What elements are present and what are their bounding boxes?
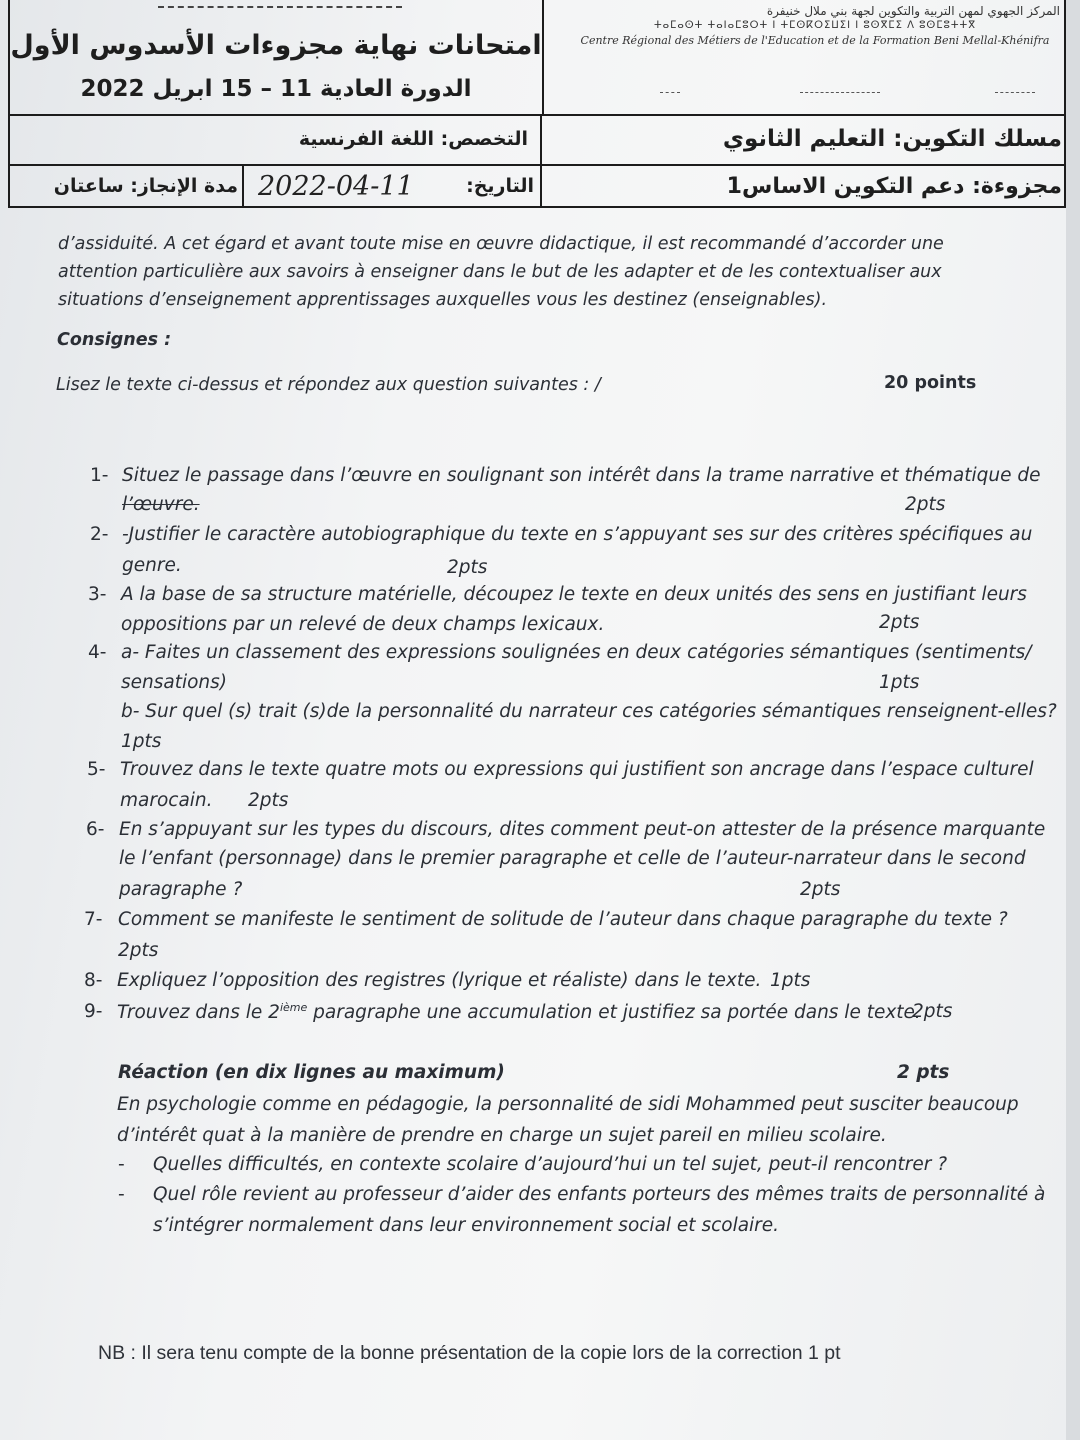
question-number: 8- bbox=[84, 970, 103, 991]
intro-line: d’assiduité. A cet égard et avant toute mise en œuvre didactique, il est recommandé d’accorder une bbox=[58, 234, 944, 254]
question-text: le l’enfant (personnage) dans le premier paragraphe et celle de l’auteur-narrateur dans le second bbox=[119, 848, 1026, 869]
nb-note: NB : Il sera tenu compte de la bonne présentation de la copie lors de la correction 1 pt bbox=[98, 1342, 841, 1364]
reaction-text: En psychologie comme en pédagogie, la personnalité de sidi Mohammed peut susciter beaucoup bbox=[117, 1094, 1019, 1115]
question-number: 9- bbox=[84, 1001, 103, 1022]
question-points: 1pts bbox=[879, 672, 920, 693]
question-text: Comment se manifeste le sentiment de solitude de l’auteur dans chaque paragraphe du texte ? bbox=[118, 909, 1008, 930]
question-text bbox=[117, 1001, 921, 1023]
question-points: 2pts bbox=[447, 557, 488, 578]
page-edge bbox=[1066, 0, 1080, 1440]
institution-name-arabic: المركز الجهوي لمهن التربية والتكوين لجهة بني ملال خنيفرة bbox=[766, 4, 1060, 18]
consignes-instruction: Lisez le texte ci-dessus et répondez aux question suivantes : / bbox=[56, 375, 601, 395]
exam-duration: مدة الإنجاز: ساعتان bbox=[10, 164, 244, 208]
reaction-title: Réaction (en dix lignes au maximum) bbox=[118, 1062, 505, 1083]
reaction-bullet: Quel rôle revient au professeur d’aider des enfants porteurs des mêmes traits de personnalité à bbox=[153, 1184, 1046, 1205]
reaction-bullet: s’intégrer normalement dans leur environnement social et scolaire. bbox=[153, 1215, 780, 1236]
question-points: 2pts bbox=[879, 612, 920, 633]
question-points: 2pts bbox=[800, 879, 841, 900]
bullet-dash: - bbox=[118, 1154, 125, 1175]
question-text: l’œuvre. bbox=[122, 494, 200, 515]
question-number: 1- bbox=[90, 465, 109, 486]
intro-paragraph bbox=[58, 230, 944, 314]
question-points: 2pts bbox=[912, 1001, 953, 1022]
header-top-row bbox=[10, 0, 1064, 116]
question-number: 4- bbox=[88, 642, 107, 663]
question-text: sensations) bbox=[121, 672, 228, 693]
reaction-text: d’intérêt quat à la manière de prendre en charge un sujet pareil en milieu scolaire. bbox=[117, 1125, 887, 1146]
question-text-post: paragraphe une accumulation et justifiez sa portée dans le texte. bbox=[307, 1002, 921, 1024]
exam-session: الدورة العادية 11 – 15 ابريل 2022 bbox=[80, 76, 472, 102]
total-points: 20 points bbox=[884, 373, 977, 393]
name-dashed-line bbox=[158, 6, 402, 8]
question-text: paragraphe ? bbox=[119, 879, 243, 900]
header-row-module bbox=[10, 164, 1064, 208]
question-text: Trouvez dans le texte quatre mots ou expressions qui justifient son ancrage dans l’espace culturel bbox=[120, 759, 1034, 780]
dashed-line bbox=[995, 92, 1035, 93]
question-points: 1pts bbox=[121, 731, 162, 752]
header-title-cell bbox=[10, 0, 544, 114]
question-points: 2pts bbox=[905, 494, 946, 515]
consignes-label: Consignes : bbox=[57, 330, 172, 350]
question-number: 2- bbox=[90, 524, 109, 545]
question-points: 2pts bbox=[118, 940, 159, 961]
question-text: -Justifier le caractère autobiographique du texte en s’appuyant ses sur des critères spécifiques au bbox=[122, 524, 1033, 545]
exam-date bbox=[244, 164, 542, 208]
training-track: مسلك التكوين: التعليم الثانوي bbox=[722, 126, 1062, 152]
institution-name-tifinagh: ⵜⴰⵎⴰⵙⵜ ⵜⴰⵏⴰⵎⵓⵔⵜ ⵏ ⵜⵎⵙⴽⵔⵉⵡⵉⵏ ⵏ ⵓⵙⴳⵎⵉ ⴷ ⵓⵙⵎⵓⵜⵜⴳ bbox=[653, 20, 977, 31]
intro-line: attention particulière aux savoirs à enseigner dans le but de les adapter et de les contextualiser aux bbox=[58, 262, 942, 282]
question-number: 5- bbox=[87, 759, 106, 780]
reaction-bullet: Quelles difficultés, en contexte scolaire d’aujourd’hui un tel sujet, peut-il rencontrer ? bbox=[153, 1154, 948, 1175]
question-text: En s’appuyant sur les types du discours, dites comment peut-on attester de la présence marquante bbox=[119, 819, 1046, 840]
superscript: ième bbox=[279, 1001, 308, 1014]
question-points: 2pts bbox=[248, 790, 289, 811]
exam-header bbox=[8, 0, 1066, 208]
question-number: 3- bbox=[88, 584, 107, 605]
reaction-points: 2 pts bbox=[897, 1062, 950, 1083]
question-text: genre. bbox=[122, 555, 182, 576]
question-text: A la base de sa structure matérielle, découpez le texte en deux unités des sens en justifiant leurs bbox=[121, 584, 1027, 605]
question-text: a- Faites un classement des expressions soulignées en deux catégories sémantiques (sentiments/ bbox=[121, 642, 1032, 663]
question-number: 6- bbox=[86, 819, 105, 840]
question-text: marocain. bbox=[120, 790, 213, 811]
question-text-pre: Trouvez dans le 2 bbox=[117, 1002, 280, 1024]
intro-line: situations d’enseignement apprentissages auxquelles vous les destinez (enseignables). bbox=[58, 290, 828, 310]
institution-name-french: Centre Régional des Métiers de l'Education et de la Formation Beni Mellal-Khénifra bbox=[580, 34, 1050, 47]
question-number: 7- bbox=[84, 909, 103, 930]
header-row-specialty bbox=[10, 114, 1064, 166]
bullet-dash: - bbox=[118, 1184, 125, 1205]
question-text: Situez le passage dans l’œuvre en soulignant son intérêt dans la trame narrative et thématique de bbox=[122, 465, 1041, 486]
question-text: Expliquez l’opposition des registres (lyrique et réaliste) dans le texte. bbox=[117, 970, 762, 991]
question-points: 1pts bbox=[770, 970, 811, 991]
question-text: b- Sur quel (s) trait (s)de la personnalité du narrateur ces catégories sémantiques renseignent-elles? bbox=[121, 701, 1057, 722]
date-label: التاريخ: bbox=[466, 175, 534, 197]
question-text: oppositions par un relevé de deux champs lexicaux. bbox=[121, 614, 605, 635]
dashed-line bbox=[800, 92, 880, 93]
date-handwritten: 2022-04-11 bbox=[258, 170, 414, 202]
dashed-line bbox=[660, 92, 680, 93]
module-name: مجزوءة: دعم التكوين الاساس1 bbox=[726, 173, 1062, 199]
exam-title: امتحانات نهاية مجزوءات الأسدوس الأول bbox=[10, 30, 542, 61]
specialty: التخصص: اللغة الفرنسية bbox=[10, 114, 542, 164]
